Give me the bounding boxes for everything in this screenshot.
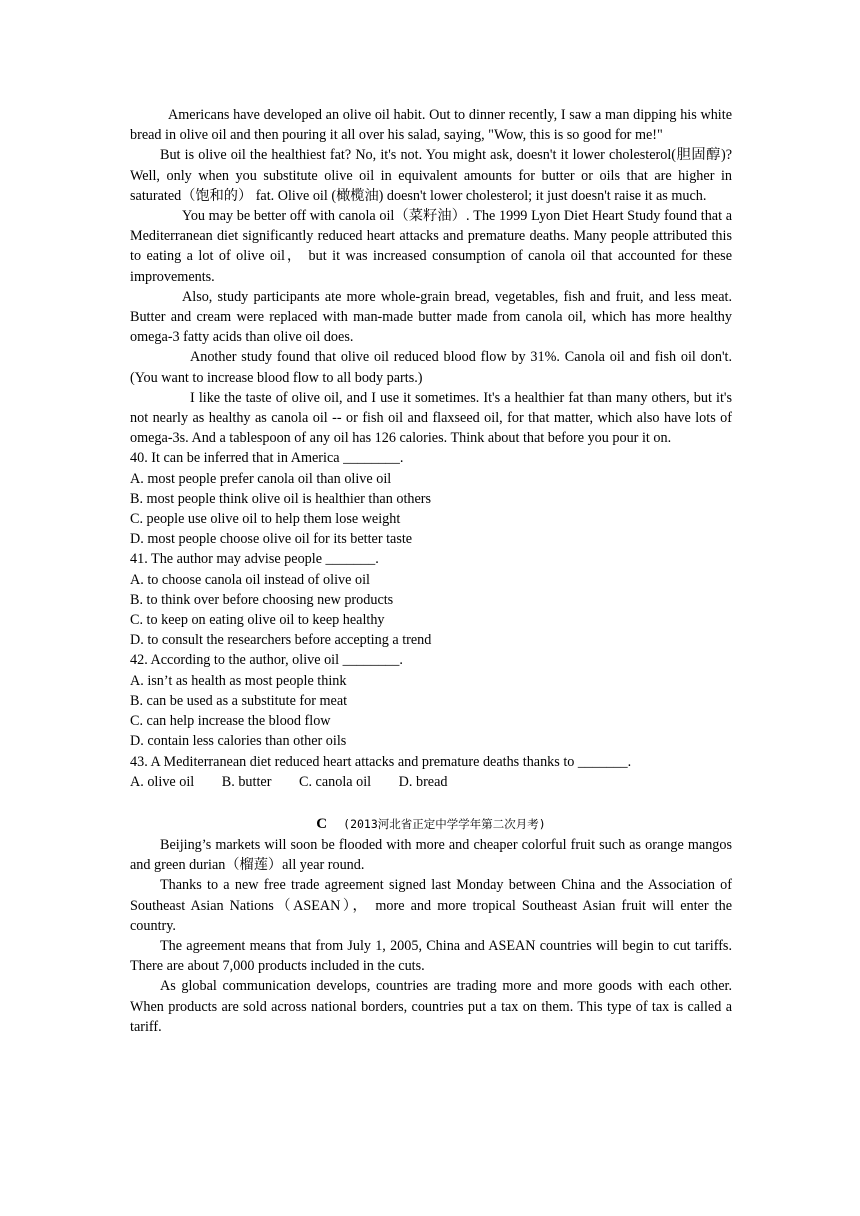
option-d: D. most people choose olive oil for its better taste — [130, 531, 413, 548]
question-43 — [130, 752, 732, 792]
question-41 — [130, 549, 732, 650]
question-stem: 41. The author may advise people _______. — [130, 551, 379, 568]
passage-b-paragraph-1: Americans have developed an olive oil habit. Out to dinner recently, I saw a man dipping his white bread in olive oil and then pouring it all over his salad, saying, "Wow, this is so good for me!" — [130, 107, 732, 144]
option-a: A. most people prefer canola oil than olive oil — [130, 470, 392, 487]
option-b: B. can be used as a substitute for meat — [130, 692, 348, 709]
passage-b-paragraph-2: But is olive oil the healthiest fat? No, it's not. You might ask, doesn't it lower cholesterol(胆固醇)? Well, only when you substitute olive oil in equivalent amounts for butter or oils that are higher in saturated（饱和的） fat. Olive oil (橄榄油) doesn't lower cholesterol; it just doesn't raise it as much. — [130, 147, 732, 204]
document-page — [130, 105, 732, 1037]
option-c: C. can help increase the blood flow — [130, 713, 331, 730]
passage-b-paragraph-4: Also, study participants ate more whole-grain bread, vegetables, fish and fruit, and less meat. Butter and cream were replaced with man-made butter made from canola oil, which has more healthy omega-3 fatty acids than olive oil does. — [130, 288, 732, 346]
passage-c-paragraph-3: The agreement means that from July 1, 2005, China and ASEAN countries will begin to cut tariffs. There are about 7,000 products included in the cuts. — [130, 937, 732, 975]
passage-c-paragraph-1: Beijing’s markets will soon be flooded with more and cheaper colorful fruit such as orange mangos and green durian（榴莲）all year round. — [130, 836, 732, 874]
option-c: C. canola oil — [298, 773, 372, 790]
passage-c-paragraph-4: As global communication develops, countries are trading more and more goods with each other. When products are sold across national borders, countries put a tax on them. This type of tax is called a tariff. — [130, 978, 732, 1035]
passage-b-paragraph-3: You may be better off with canola oil（菜籽油）. The 1999 Lyon Diet Heart Study found that a Mediterranean diet significantly reduced heart attacks and premature deaths. Many people attributed this to eating a lot of olive oil， but it was increased consumption of canola oil that accounted for these improvements. — [130, 208, 732, 285]
option-c: C. people use olive oil to help them lose weight — [130, 511, 401, 528]
passage-b-paragraph-6: I like the taste of olive oil, and I use it sometimes. It's a healthier fat than many others, but it's not nearly as healthy as canola oil -- or fish oil and flaxseed oil, for that matter, which also have lots of omega-3s. And a tablespoon of any oil has 126 calories. Think about that before you pour it on. — [130, 389, 732, 447]
option-b: B. most people think olive oil is healthier than others — [130, 490, 432, 507]
section-gap — [130, 792, 732, 814]
option-b: B. to think over before choosing new products — [130, 591, 394, 608]
question-42 — [130, 650, 732, 751]
option-a: A. to choose canola oil instead of olive oil — [130, 571, 370, 588]
question-stem: 42. According to the author, olive oil ________. — [130, 652, 403, 669]
section-letter: C — [316, 815, 328, 832]
option-d: D. to consult the researchers before accepting a trend — [130, 632, 432, 649]
option-b: B. butter — [221, 773, 272, 790]
section-source: (2013河北省正定中学学年第二次月考) — [343, 816, 546, 831]
section-heading — [130, 814, 732, 835]
question-stem: 40. It can be inferred that in America ________. — [130, 450, 404, 467]
option-a: A. olive oil — [130, 773, 195, 790]
option-d: D. contain less calories than other oils — [130, 733, 347, 750]
option-c: C. to keep on eating olive oil to keep healthy — [130, 612, 385, 629]
option-d: D. bread — [398, 773, 448, 790]
passage-b-paragraph-5: Another study found that olive oil reduced blood flow by 31%. Canola oil and fish oil don't. (You want to increase blood flow to all body parts.) — [130, 349, 732, 386]
question-stem: 43. A Mediterranean diet reduced heart attacks and premature deaths thanks to _______. — [130, 753, 632, 770]
options-row — [130, 772, 732, 792]
passage-c-paragraph-2: Thanks to a new free trade agreement signed last Monday between China and the Association of Southeast Asian Nations（ASEAN）， more and more tropical Southeast Asian fruit will enter the country. — [130, 877, 732, 934]
question-40 — [130, 448, 732, 549]
option-a: A. isn’t as health as most people think — [130, 672, 347, 689]
